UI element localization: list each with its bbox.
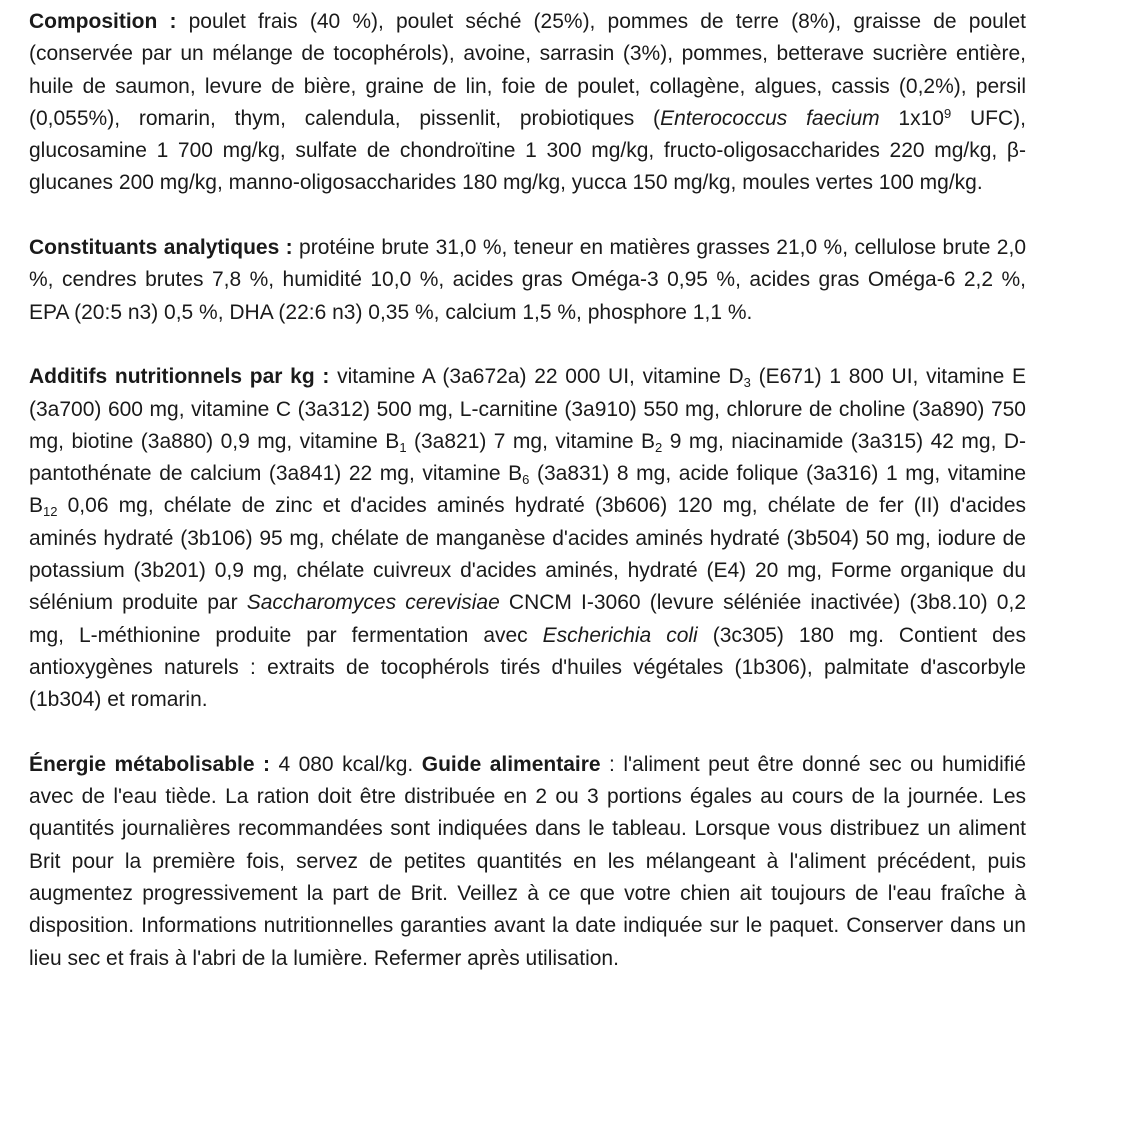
additives-text-4: 9 mg, niacinamide (3a315) 42 mg, D-pantothénate de calcium (3a841) 22 mg, vitamine B xyxy=(29,429,1026,486)
product-label-text xyxy=(29,6,1026,1007)
subscript: 6 xyxy=(522,472,530,488)
yeast-species: Saccharomyces cerevisiae xyxy=(246,591,500,615)
additives-text-3: (3a821) 7 mg, vitamine B xyxy=(406,429,656,453)
analytical-heading: Constituants analytiques : xyxy=(29,236,293,260)
composition-paragraph xyxy=(29,6,1026,200)
additives-text-6: 0,06 mg, chélate de zinc et d'acides aminés hydraté (3b606) 120 mg, chélate de fer (II) d'acides aminés hydraté (3b106) 95 mg, chélate de manganèse d'acides aminés hydraté (3b504) 50 mg, iodure de potassium (3b201) 0,9 mg, chélate cuivreux d'acides aminés, hydraté (E4) 20 mg, Forme organique du sélénium produite par xyxy=(29,494,1026,615)
additives-text-5: (3a831) 8 mg, acide folique (3a316) 1 mg, vitamine B xyxy=(29,462,1026,518)
composition-text-3: UFC), glucosamine 1 700 mg/kg, sulfate de chondroïtine 1 300 mg/kg, fructo-oligosaccharides 220 mg/kg, β-glucanes 200 mg/kg, manno-oligosaccharides 180 mg/kg, yucca 150 mg/kg, moules vertes 100 mg/kg. xyxy=(29,106,1026,195)
composition-text-2: 1x10 xyxy=(879,106,944,130)
energy-heading: Énergie métabolisable : xyxy=(29,752,270,776)
composition-text-1: poulet frais (40 %), poulet séché (25%), pommes de terre (8%), graisse de poulet (conservée par un mélange de tocophérols), avoine, sarrasin (3%), pommes, betterave sucrière entière, huile de saumon, levure de bière, graine de lin, foie de poulet, collagène, algues, cassis (0,2%), persil (0,055%), romarin, thym, calendula, pissenlit, probiotiques ( xyxy=(29,10,1026,130)
feeding-guide-heading: Guide alimentaire xyxy=(413,752,601,776)
exponent: 9 xyxy=(943,105,952,121)
subscript: 12 xyxy=(43,504,58,520)
feeding-guide-text: : l'aliment peut être donné sec ou humidifié avec de l'eau tiède. La ration doit être distribuée en 2 ou 3 portions égales au cours de la journée. Les quantités journalières recommandées sont indiquées dans le tableau. Lorsque vous distribuez un aliment Brit pour la première fois, servez de petites quantités en les mélangeant à l'aliment précédent, puis augmentez progressivement la part de Brit. Veillez à ce que votre chien ait toujours de l'eau fraîche à disposition. Informations nutritionnelles garanties avant la date indiquée sur le paquet. Conserver dans un lieu sec et frais à l'abri de la lumière. Refermer après utilisation. xyxy=(29,752,1026,970)
additives-text-1: vitamine A (3a672a) 22 000 UI, vitamine D xyxy=(329,365,744,389)
additives-text-2: (E671) 1 800 UI, vitamine E (3a700) 600 mg, vitamine C (3a312) 500 mg, L-carnitine (3a910) 550 mg, chlorure de choline (3a890) 750 mg, biotine (3a880) 0,9 mg, vitamine B xyxy=(29,365,1027,453)
additives-heading: Additifs nutritionnels par kg : xyxy=(29,365,330,389)
energy-value: 4 080 kcal/kg. xyxy=(269,752,414,776)
subscript: 3 xyxy=(743,375,751,391)
analytical-text: protéine brute 31,0 %, teneur en matières grasses 21,0 %, cellulose brute 2,0 %, cendres brutes 7,8 %, humidité 10,0 %, acides gras Oméga-3 0,95 %, acides gras Oméga-6 2,2 %, EPA (20:5 n3) 0,5 %, DHA (22:6 n3) 0,35 %, calcium 1,5 %, phosphore 1,1 %. xyxy=(29,236,1027,324)
probiotic-species: Enterococcus faecium xyxy=(660,106,880,130)
additives-text-8: (3c305) 180 mg. Contient des antioxygènes naturels : extraits de tocophérols tirés d'huiles végétales (1b306), palmitate d'ascorbyle (1b304) et romarin. xyxy=(29,623,1026,712)
subscript: 1 xyxy=(399,439,407,455)
additives-text-7: CNCM I-3060 (levure séléniée inactivée) (3b8.10) 0,2 mg, L-méthionine produite par fermentation avec xyxy=(29,591,1026,647)
energy-paragraph xyxy=(29,749,1026,975)
composition-heading: Composition : xyxy=(29,10,177,33)
subscript: 2 xyxy=(655,439,663,455)
bacteria-species: Escherichia coli xyxy=(542,623,698,647)
analytical-paragraph xyxy=(29,232,1026,329)
additives-paragraph xyxy=(29,361,1026,716)
